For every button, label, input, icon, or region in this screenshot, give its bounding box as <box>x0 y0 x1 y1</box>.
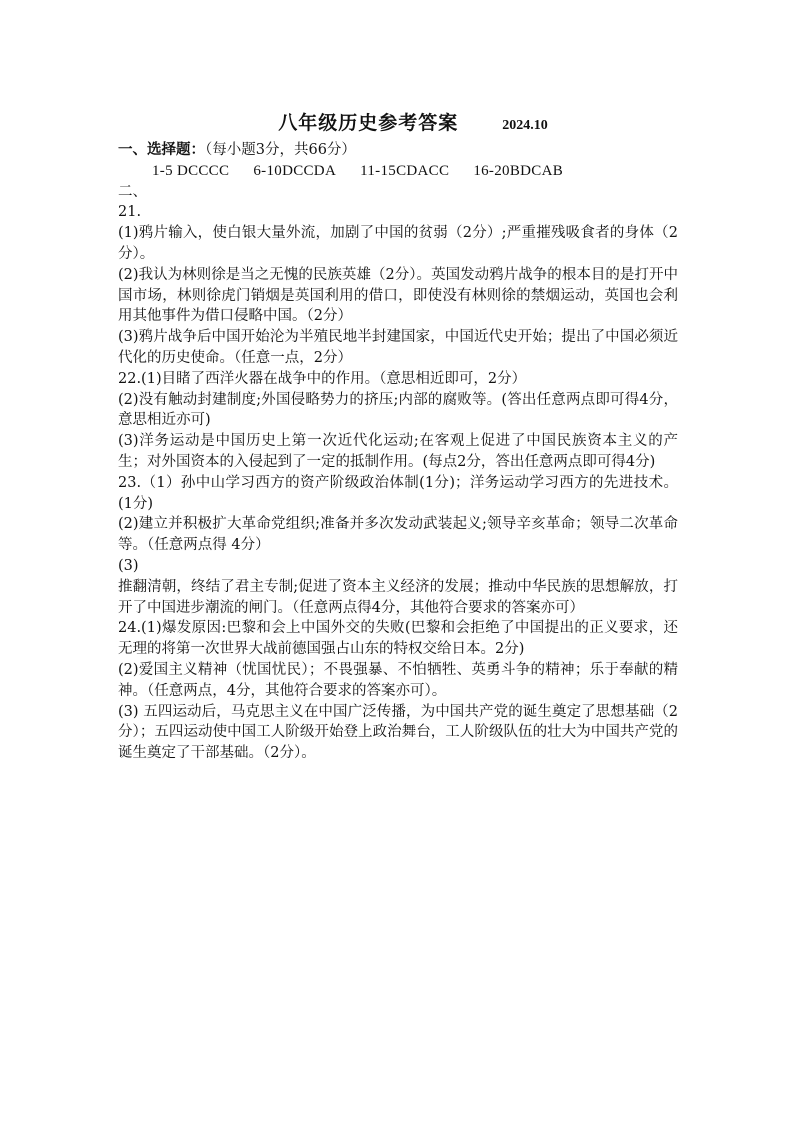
choice-answers <box>118 161 678 182</box>
section-2-heading: 二、 <box>118 183 147 200</box>
q22-answer-2: (2)没有触动封建制度;外国侵略势力的挤压;内部的腐败等。(答出任意两点即可得4分，意思相近亦可) <box>118 391 678 429</box>
answer-group: 11-15CDACC <box>360 162 450 179</box>
exam-date: 2024.10 <box>502 118 548 133</box>
page-title: 八年级历史参考答案 <box>278 112 459 134</box>
q23-answer-1: 23.（1）孙中山学习西方的资产阶级政治体制(1分)；洋务运动学习西方的先进技术。(1分) <box>118 474 678 512</box>
q24-answer-2: (2)爱国主义精神（忧国忧民）；不畏强暴、不怕牺牲、英勇斗争的精神；乐于奉献的精神。（任意两点，4分，其他符合要求的答案亦可）。 <box>118 661 678 699</box>
title-row <box>118 108 678 134</box>
question-21-number: 21. <box>118 204 142 221</box>
section-1-heading <box>118 140 678 161</box>
q22-answer-3: (3)洋务运动是中国历史上第一次近代化运动;在客观上促进了中国民族资本主义的产生；对外国资本的入侵起到了一定的抵制作用。(每点2分，答出任意两点即可得4分) <box>118 433 678 470</box>
q21-answer-3: (3)鸦片战争后中国开始沦为半殖民地半封建国家，中国近代史开始；提出了中国必须近代化的历史使命。（任意一点，2分） <box>118 329 678 366</box>
q22-answer-1: 22.(1)目睹了西洋火器在战争中的作用。（意思相近即可，2分） <box>118 370 527 387</box>
q24-answer-3: (3) 五四运动后，马克思主义在中国广泛传播，为中国共产党的诞生奠定了思想基础（2分）；五四运动使中国工人阶级开始登上政治舞台，工人阶级队伍的壮大为中国共产党的诞生奠定了干部基础。（2分）。 <box>118 703 678 762</box>
q21-answer-1: (1)鸦片输入，使白银大量外流，加剧了中国的贫弱（2分）;严重摧残吸食者的身体（2分）。 <box>118 225 678 262</box>
q21-answer-2: (2)我认为林则徐是当之无愧的民族英雄（2分）。英国发动鸦片战争的根本目的是打开中国市场，林则徐虎门销烟是英国利用的借口，即使没有林则徐的禁烟运动，英国也会利用其他事件为借口侵略中国。（2分） <box>118 266 678 325</box>
section-1-note: （每小题3分，共66分） <box>205 142 356 158</box>
answer-sheet <box>118 108 678 764</box>
q23-answer-3: 推翻清朝，终结了君主专制;促进了资本主义经济的发展；推动中华民族的思想解放，打开了中国进步潮流的闸门。（任意两点得4分，其他符合要求的答案亦可） <box>118 578 678 616</box>
answer-group: 1-5 DCCCC <box>152 162 230 179</box>
q24-answer-1: 24.(1)爆发原因:巴黎和会上中国外交的失败(巴黎和会拒绝了中国提出的正义要求，还无理的将第一次世界大战前德国强占山东的特权交给日本。2分) <box>118 620 678 658</box>
answer-group: 16-20BDCAB <box>473 162 564 179</box>
q23-answer-2: (2)建立并积极扩大革命党组织;准备并多次发动武装起义;领导辛亥革命；领导二次革命等。（任意两点得 4分） <box>118 516 678 554</box>
section-1-label: 一、选择题： <box>118 141 205 158</box>
q23-answer-3-label: (3) <box>118 557 139 574</box>
answer-group: 6-10DCCDA <box>253 162 337 179</box>
